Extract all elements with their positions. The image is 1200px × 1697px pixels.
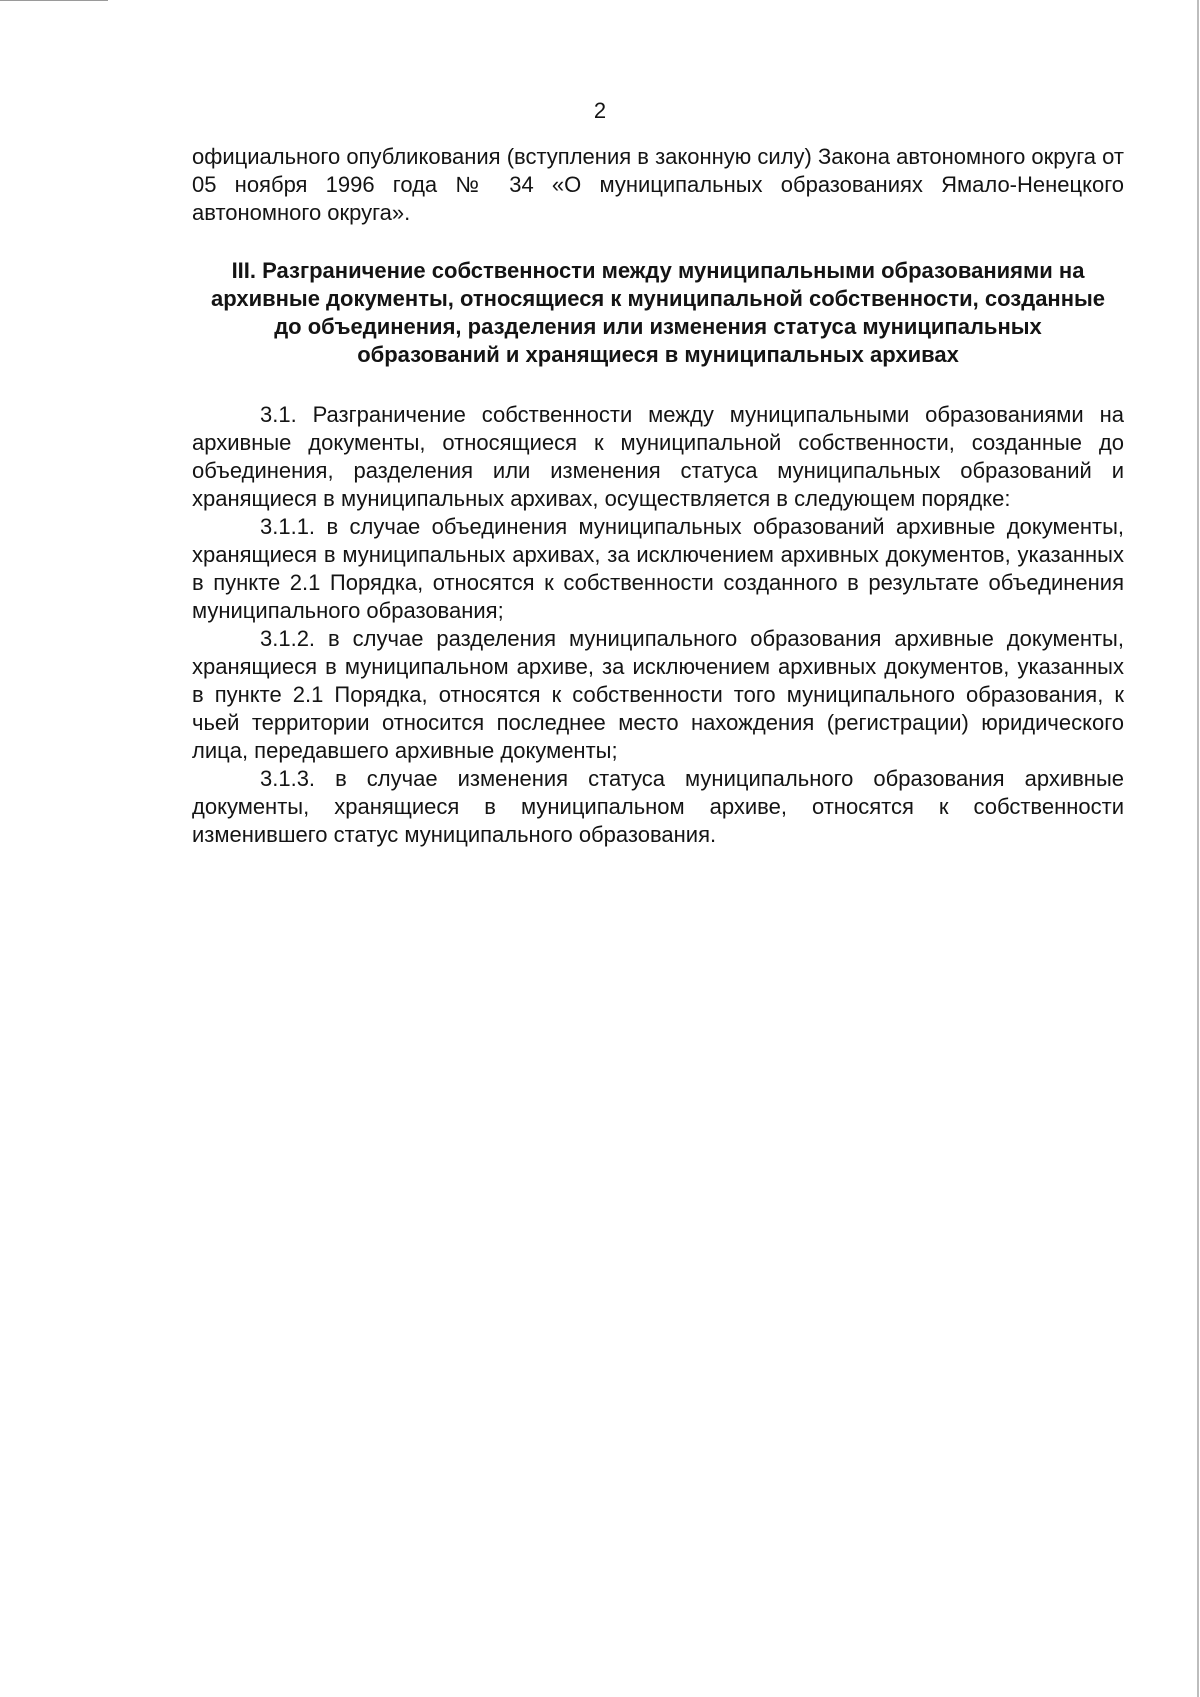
document-body [192,143,1124,849]
paragraph-3-1-3: 3.1.3. в случае изменения статуса муниципального образования архивные документы, хранящиеся в муниципальном архиве, относятся к собственности изменившего статус муниципального образования. [192,766,1124,847]
intro-paragraph: официального опубликования (вступления в законную силу) Закона автономного округа от 05 ноября 1996 года № 34 «О муниципальных образованиях Ямало-Ненецкого автономного округа». [192,144,1124,225]
paragraph-3-1: 3.1. Разграничение собственности между муниципальными образованиями на архивные документы, относящиеся к муниципальной собственности, созданные до объединения, разделения или изменения статуса муниципальных образований и хранящиеся в муниципальных архивах, осуществляется в следующем порядке: [192,402,1124,511]
paragraph-3-1-2: 3.1.2. в случае разделения муниципального образования архивные документы, хранящиеся в муниципальном архиве, за исключением архивных документов, указанных в пункте 2.1 Порядка, относятся к собственности того муниципального образования, к чьей территории относится последнее место нахождения (регистрации) юридического лица, передавшего архивные документы; [192,626,1124,763]
section-heading: III. Разграничение собственности между муниципальными образованиями на архивные документы, относящиеся к муниципальной собственности, созданные до объединения, разделения или изменения статуса муниципальных образований и хранящиеся в муниципальных архивах [210,258,1106,367]
page-number: 2 [593,98,607,123]
paragraph-3-1-1: 3.1.1. в случае объединения муниципальных образований архивные документы, хранящиеся в муниципальных архивах, за исключением архивных документов, указанных в пункте 2.1 Порядка, относятся к собственности созданного в результате объединения муниципального образования; [192,514,1124,623]
scan-edge-right [1197,0,1199,1697]
scan-edge-top [0,0,108,1]
